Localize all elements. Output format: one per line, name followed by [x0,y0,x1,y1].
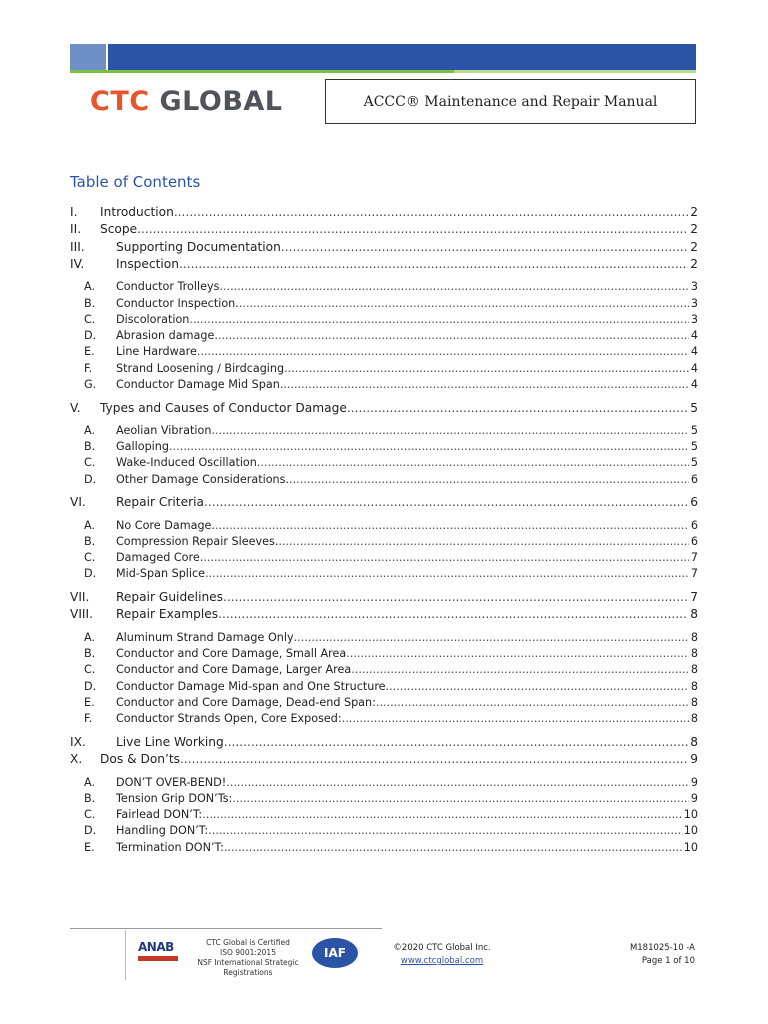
toc-entry-label: Conductor and Core Damage, Dead-end Span: [116,695,376,709]
toc-dot-leader [223,590,688,604]
toc-entry-label: Abrasion damage [116,329,215,343]
toc-subsection-entry[interactable] [70,789,698,805]
toc-dot-leader [346,647,689,660]
toc-section-entry[interactable] [70,604,698,622]
toc-entry-label: Conductor Strands Open, Core Exposed: [116,712,342,726]
page-number: Page 1 of 10 [641,956,695,966]
toc-subsection-entry[interactable] [70,627,698,643]
toc-entry-page: 5 [690,423,698,437]
toc-entry-page: 4 [690,361,698,375]
toc-entry-page: 8 [690,679,698,693]
toc-subsection-entry[interactable] [70,326,698,342]
toc-entry-number: V. [70,400,81,415]
toc-entry-page: 3 [690,312,698,326]
toc-entry-page: 9 [690,791,698,805]
toc-dot-leader [224,735,688,749]
toc-entry-number: C. [84,663,96,677]
toc-entry-number: III. [70,239,85,254]
toc-subsection-entry[interactable] [70,644,698,660]
cert-line: NSF International Strategic Registrations [197,958,299,977]
toc-entry-page: 8 [690,695,698,709]
certification-note [186,938,310,978]
logo-global-text: GLOBAL [149,86,283,117]
toc-entry-number: A. [84,280,96,294]
toc-entry-page: 5 [690,400,698,415]
toc-entry-page: 7 [690,551,698,565]
toc-dot-leader [214,329,689,342]
toc-dot-leader [174,205,688,219]
toc-dot-leader [257,456,689,469]
toc-subsection-entry[interactable] [70,805,698,821]
toc-entry-page: 6 [690,495,698,510]
toc-entry-page: 8 [690,607,698,622]
toc-subsection-entry[interactable] [70,437,698,453]
toc-subsection-entry[interactable] [70,469,698,485]
anab-logo [138,940,180,972]
cert-line: CTC Global is Certified [206,938,290,947]
toc-entry-label: Aluminum Strand Damage Only [116,630,294,644]
table-of-contents [70,201,698,854]
toc-entry-page: 4 [690,378,698,392]
footer-rule [70,928,382,929]
toc-entry-number: A. [84,423,96,437]
toc-entry-page: 2 [690,222,698,236]
toc-entry-label: Discoloration [116,312,190,326]
toc-entry-page: 5 [690,456,698,470]
toc-entry-label: Repair Guidelines [116,589,224,604]
toc-entry-label: Fairlead DON’T: [116,808,203,822]
toc-dot-leader [224,841,682,854]
header-blue-bar [108,44,696,70]
toc-entry-number: IV. [70,257,85,271]
toc-dot-leader [239,297,689,310]
toc-section-entry[interactable] [70,201,698,219]
toc-dot-leader [284,362,689,375]
toc-dot-leader [226,776,689,789]
toc-entry-label: Repair Examples [116,607,219,622]
iaf-logo-text: IAF [324,946,346,960]
toc-entry-page: 9 [690,775,698,789]
toc-subsection-entry[interactable] [70,293,698,309]
toc-subsection-entry[interactable] [70,310,698,326]
toc-entry-number: B. [84,534,96,548]
toc-dot-leader [189,313,688,326]
toc-entry-page: 10 [683,808,698,822]
toc-entry-label: Conductor Inspection. [116,296,239,310]
toc-subsection-entry[interactable] [70,693,698,709]
toc-entry-number: E. [84,345,95,359]
copyright-text: ©2020 CTC Global Inc. [393,943,491,953]
toc-entry-page: 8 [690,734,698,749]
toc-entry-page: 7 [690,567,698,581]
toc-entry-number: F. [84,361,93,375]
toc-entry-label: Conductor Trolleys [116,280,220,294]
toc-entry-number: D. [84,679,97,693]
toc-subsection-entry[interactable] [70,515,698,531]
toc-entry-label: Tension Grip DON’Ts: [116,791,233,805]
toc-subsection-entry[interactable] [70,660,698,676]
header-light-green-rule [454,70,696,73]
toc-dot-leader [289,473,689,486]
toc-entry-page: 4 [690,345,698,359]
toc-section-entry[interactable] [70,586,698,604]
toc-entry-page: 6 [690,534,698,548]
toc-entry-page: 3 [690,280,698,294]
toc-subsection-entry[interactable] [70,821,698,837]
toc-entry-label: DON’T OVER-BEND! [116,775,227,789]
toc-section-entry[interactable] [70,254,698,272]
toc-entry-page: 2 [690,204,698,219]
toc-dot-leader [386,680,689,693]
toc-entry-number: II. [70,222,82,236]
toc-dot-leader [219,280,688,293]
toc-subsection-entry[interactable] [70,837,698,853]
toc-entry-label: Supporting Documentation [116,239,281,254]
toc-subsection-entry[interactable] [70,709,698,725]
toc-entry-number: A. [84,518,96,532]
toc-entry-label: Mid-Span Splice [116,567,206,581]
toc-entry-number: B. [84,791,96,805]
manual-title: ACCC® Maintenance and Repair Manual [363,93,658,110]
toc-dot-leader [204,495,688,509]
toc-entry-label: Galloping [116,440,169,454]
toc-entry-label: Introduction [100,204,174,219]
toc-subsection-entry[interactable] [70,358,698,374]
toc-dot-leader [215,519,689,532]
toc-entry-page: 9 [690,752,698,767]
toc-entry-number: D. [84,824,97,838]
toc-entry-page: 3 [690,296,698,310]
toc-dot-leader [218,607,688,621]
website-link[interactable]: www.ctcglobal.com [400,956,484,966]
toc-dot-leader [281,240,688,254]
toc-dot-leader [202,808,682,821]
toc-entry-label: Dos & Don’ts [100,752,181,767]
toc-entry-number: X. [70,752,83,767]
toc-entry-page: 6 [690,472,698,486]
toc-entry-label: Conductor Damage Mid-span and One Structure [116,679,386,693]
toc-section-entry[interactable] [70,492,698,510]
toc-subsection-entry[interactable] [70,676,698,692]
toc-subsection-entry[interactable] [70,277,698,293]
header-green-rule [70,70,454,73]
header-accent-square [70,44,106,72]
toc-subsection-entry[interactable] [70,564,698,580]
toc-entry-number: G. [84,378,97,392]
toc-entry-number: C. [84,312,96,326]
toc-entry-number: B. [84,296,96,310]
toc-entry-label: No Core Damage. [116,518,215,532]
toc-entry-label: Termination DON’T: [116,840,224,854]
toc-dot-leader [169,440,689,453]
toc-dot-leader [203,551,689,564]
toc-entry-number: D. [84,567,97,581]
toc-entry-label: Conductor and Core Damage, Larger Area [116,663,352,677]
toc-subsection-entry[interactable] [70,772,698,788]
toc-dot-leader [179,257,688,271]
toc-dot-leader [347,401,688,415]
toc-entry-page: 10 [683,840,698,854]
toc-entry-label: Wake-Induced Oscillation [116,456,257,470]
toc-section-entry[interactable] [70,236,698,254]
toc-entry-label: Aeolian Vibration [116,423,212,437]
toc-entry-page: 4 [690,329,698,343]
toc-dot-leader [137,222,688,236]
toc-entry-number: VII. [70,589,90,604]
toc-entry-number: D. [84,472,97,486]
toc-entry-page: 5 [690,440,698,454]
toc-entry-page: 8 [690,630,698,644]
toc-entry-number: IX. [70,734,86,749]
toc-entry-number: F. [84,712,93,726]
toc-entry-number: C. [84,456,96,470]
toc-subsection-entry[interactable] [70,375,698,391]
toc-dot-leader [280,378,689,391]
toc-entry-number: E. [84,840,95,854]
toc-entry-number: C. [84,551,96,565]
footer-divider [125,930,126,980]
toc-entry-page: 10 [683,824,698,838]
toc-entry-label: Compression Repair Sleeves. [116,534,279,548]
toc-entry-label: Strand Loosening / Birdcaging [116,361,285,375]
toc-dot-leader [351,663,689,676]
toc-entry-number: D. [84,329,97,343]
iaf-logo [312,938,358,968]
toc-dot-leader [232,792,689,805]
toc-dot-leader [211,424,688,437]
toc-subsection-entry[interactable] [70,548,698,564]
toc-entry-page: 2 [690,257,698,271]
toc-entry-label: Damaged Core. [116,551,204,565]
toc-dot-leader [205,567,689,580]
toc-dot-leader [278,535,688,548]
anab-logo-text: ANAB [138,940,174,954]
logo-ctc-text: CTC [90,86,150,117]
toc-entry-label: Live Line Working [116,734,224,749]
toc-dot-leader [294,631,689,644]
toc-entry-page: 2 [690,239,698,254]
toc-section-entry[interactable] [70,219,698,237]
toc-entry-label: Line Hardware [116,345,197,359]
toc-entry-page: 7 [690,589,698,604]
anab-logo-bar [138,956,178,961]
toc-entry-page: 8 [690,647,698,661]
toc-entry-number: I. [70,204,78,219]
toc-dot-leader [197,345,689,358]
toc-entry-number: E. [84,695,95,709]
toc-entry-label: Conductor Damage Mid Span [116,378,280,392]
toc-entry-number: VI. [70,495,86,510]
toc-entry-number: VIII. [70,607,93,622]
footer-copyright-block [392,942,492,968]
toc-entry-label: Handling DON’T: [116,824,209,838]
toc-dot-leader [180,752,688,766]
toc-entry-label: Conductor and Core Damage, Small Area [116,647,347,661]
toc-entry-label: Inspection [116,257,179,271]
toc-dot-leader [376,696,689,709]
manual-title-box [325,79,696,124]
toc-entry-label: Types and Causes of Conductor Damage [100,400,347,415]
toc-entry-page: 8 [690,712,698,726]
toc-entry-number: B. [84,647,96,661]
toc-entry-label: Repair Criteria [116,495,204,510]
ctc-global-logo [90,86,283,117]
cert-line: ISO 9001:2015 [220,948,276,957]
toc-subsection-entry[interactable] [70,342,698,358]
toc-section-entry[interactable] [70,749,698,767]
toc-subsection-entry[interactable] [70,421,698,437]
toc-section-entry[interactable] [70,397,698,415]
toc-dot-leader [208,824,682,837]
toc-entry-label: Scope [100,222,138,236]
toc-subsection-entry[interactable] [70,532,698,548]
toc-heading: Table of Contents [70,173,201,191]
document-id: M181025-10 -A [629,943,695,953]
toc-section-entry[interactable] [70,731,698,749]
toc-dot-leader [342,712,689,725]
toc-entry-number: A. [84,630,96,644]
toc-entry-number: A. [84,775,96,789]
toc-subsection-entry[interactable] [70,453,698,469]
toc-entry-page: 8 [690,663,698,677]
toc-entry-label: Other Damage Considerations. [116,472,290,486]
toc-entry-number: B. [84,440,96,454]
toc-entry-number: C. [84,808,96,822]
footer-doc-info [595,942,695,968]
toc-entry-page: 6 [690,518,698,532]
